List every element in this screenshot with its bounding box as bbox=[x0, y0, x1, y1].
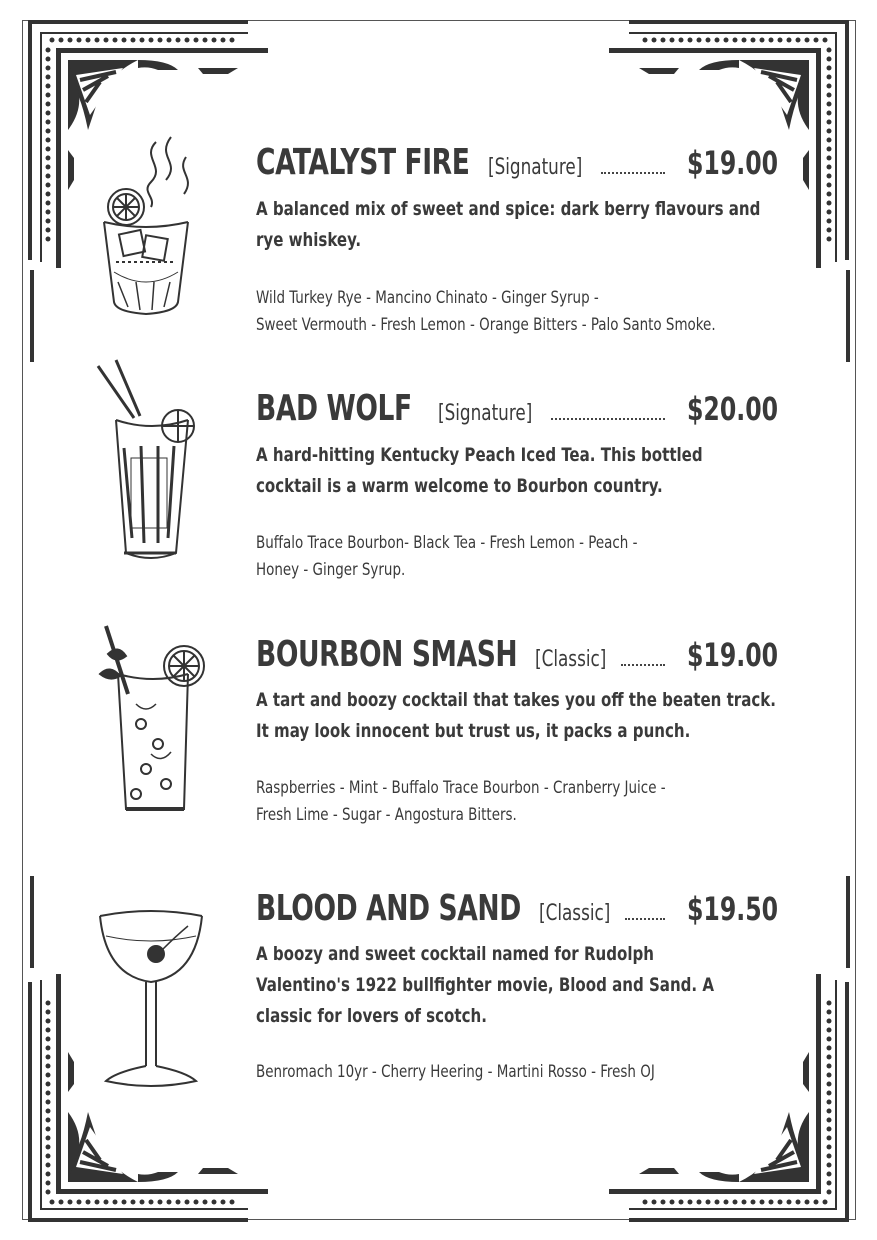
dot-leader bbox=[601, 172, 665, 174]
cocktail-name: BOURBON SMASH bbox=[256, 634, 518, 675]
cocktail-ingredients bbox=[256, 775, 784, 829]
ingredients-line: Fresh Lime - Sugar - Angostura Bitters. bbox=[256, 805, 517, 825]
cocktail-ingredients bbox=[256, 285, 784, 339]
cocktail-ingredients bbox=[256, 530, 784, 584]
menu-item-title-row bbox=[256, 142, 778, 183]
ingredients-line: Honey - Ginger Syrup. bbox=[256, 560, 406, 580]
menu-item-title-row bbox=[256, 888, 778, 929]
ingredients-line: Buffalo Trace Bourbon- Black Tea - Fresh Lemon - Peach - bbox=[256, 533, 638, 553]
dot-leader bbox=[551, 418, 665, 420]
cocktail-tag: [Signature] bbox=[437, 401, 533, 426]
ingredients-line: Raspberries - Mint - Buffalo Trace Bourbon - Cranberry Juice - bbox=[256, 778, 666, 798]
cocktail-ingredients bbox=[256, 1059, 784, 1086]
rocks-glass-smoke-icon bbox=[96, 132, 206, 322]
cocktail-tag: [Classic] bbox=[534, 647, 606, 672]
ingredients-line: Wild Turkey Rye - Mancino Chinato - Ginger Syrup - bbox=[256, 288, 599, 308]
menu-item-title-row bbox=[256, 388, 778, 429]
cocktail-tag: [Classic] bbox=[538, 901, 611, 926]
right-rail bbox=[846, 270, 850, 362]
cocktail-description: A hard-hitting Kentucky Peach Iced Tea. This bottled cocktail is a warm welcome to Bourbon country. bbox=[256, 444, 703, 497]
dot-leader bbox=[621, 664, 665, 666]
menu-item-title-row bbox=[256, 634, 778, 675]
highball-straws-icon bbox=[96, 358, 206, 568]
cocktail-tag: [Signature] bbox=[488, 155, 583, 180]
cocktail-name: BAD WOLF bbox=[256, 388, 412, 429]
collins-glass-mint-icon bbox=[96, 624, 216, 819]
cocktail-name: CATALYST FIRE bbox=[256, 142, 470, 183]
cocktail-price: $19.00 bbox=[686, 636, 778, 674]
left-rail bbox=[30, 270, 34, 362]
ingredients-line: Sweet Vermouth - Fresh Lemon - Orange Bitters - Palo Santo Smoke. bbox=[256, 315, 716, 335]
cocktail-description: A tart and boozy cocktail that takes you off the beaten track. It may look innocent but trust us, it packs a punch. bbox=[256, 689, 777, 742]
cocktail-price: $20.00 bbox=[686, 390, 778, 428]
dot-leader bbox=[625, 918, 665, 920]
cocktail-name: BLOOD AND SAND bbox=[256, 888, 521, 929]
cocktail-description: A balanced mix of sweet and spice: dark berry flavours and rye whiskey. bbox=[256, 198, 761, 251]
cocktail-price: $19.00 bbox=[686, 144, 778, 182]
right-rail bbox=[846, 876, 850, 968]
ingredients-line: Benromach 10yr - Cherry Heering - Martini Rosso - Fresh OJ bbox=[256, 1062, 655, 1082]
coupe-cherry-icon bbox=[96, 906, 206, 1091]
cocktail-description: A boozy and sweet cocktail named for Rudolph Valentino's 1922 bullfighter movie, Blood and Sand. A classic for lovers of scotch. bbox=[256, 943, 715, 1027]
left-rail bbox=[30, 876, 34, 968]
cocktail-price: $19.50 bbox=[686, 890, 778, 928]
